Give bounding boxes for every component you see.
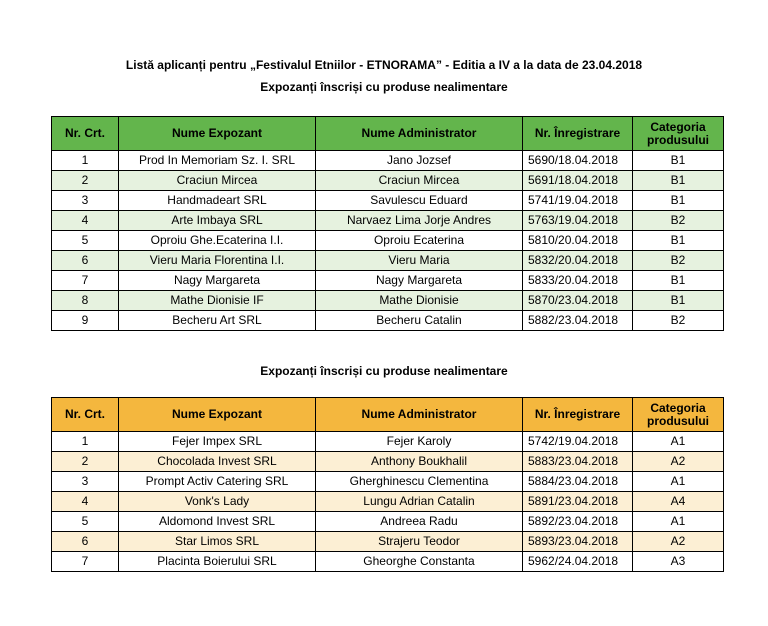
cell-nr-crt: 2 — [52, 452, 119, 472]
cell-nr-inregistrare: 5883/23.04.2018 — [523, 452, 633, 472]
cell-nr-crt: 9 — [52, 311, 119, 331]
cell-nr-inregistrare: 5691/18.04.2018 — [523, 171, 633, 191]
cell-nume-administrator: Strajeru Teodor — [316, 532, 523, 552]
table-row — [52, 251, 724, 271]
table-row — [52, 231, 724, 251]
table-header-row — [52, 398, 724, 432]
cell-nume-expozant: Chocolada Invest SRL — [119, 452, 316, 472]
cell-nr-inregistrare: 5741/19.04.2018 — [523, 191, 633, 211]
exhibitors-table-1 — [51, 116, 724, 331]
cell-nr-crt: 3 — [52, 191, 119, 211]
cell-nume-expozant: Mathe Dionisie IF — [119, 291, 316, 311]
cell-nr-crt: 8 — [52, 291, 119, 311]
cell-nr-crt: 7 — [52, 271, 119, 291]
cell-nume-administrator: Narvaez Lima Jorje Andres — [316, 211, 523, 231]
cell-nr-inregistrare: 5690/18.04.2018 — [523, 151, 633, 171]
cell-categoria: A2 — [633, 452, 724, 472]
table-row — [52, 211, 724, 231]
header-nr-crt: Nr. Crt. — [52, 117, 119, 151]
cell-nume-administrator: Nagy Margareta — [316, 271, 523, 291]
cell-nr-crt: 4 — [52, 492, 119, 512]
header-nume-administrator: Nume Administrator — [316, 117, 523, 151]
cell-categoria: B1 — [633, 191, 724, 211]
cell-categoria: B2 — [633, 251, 724, 271]
cell-nr-inregistrare: 5833/20.04.2018 — [523, 271, 633, 291]
cell-nume-expozant: Placinta Boierului SRL — [119, 552, 316, 572]
cell-nr-crt: 6 — [52, 251, 119, 271]
header-nume-administrator: Nume Administrator — [316, 398, 523, 432]
cell-nume-administrator: Andreea Radu — [316, 512, 523, 532]
cell-nr-inregistrare: 5882/23.04.2018 — [523, 311, 633, 331]
cell-categoria: B2 — [633, 211, 724, 231]
cell-nume-administrator: Jano Jozsef — [316, 151, 523, 171]
cell-nume-expozant: Arte Imbaya SRL — [119, 211, 316, 231]
cell-categoria: B1 — [633, 231, 724, 251]
table-row — [52, 552, 724, 572]
cell-nume-expozant: Prompt Activ Catering SRL — [119, 472, 316, 492]
cell-categoria: B1 — [633, 291, 724, 311]
section-title-1: Expozanți înscriși cu produse nealimentare — [260, 80, 508, 94]
table-body — [52, 432, 724, 572]
cell-nume-expozant: Handmadeart SRL — [119, 191, 316, 211]
cell-nume-administrator: Mathe Dionisie — [316, 291, 523, 311]
header-nr-inregistrare: Nr. Înregistrare — [523, 398, 633, 432]
cell-nume-administrator: Fejer Karoly — [316, 432, 523, 452]
table-row — [52, 512, 724, 532]
cell-categoria: B1 — [633, 151, 724, 171]
cell-nume-administrator: Lungu Adrian Catalin — [316, 492, 523, 512]
document-title: Listă aplicanți pentru „Festivalul Etniilor - ETNORAMA” - Editia a IV a la data de 23.04.2018 — [125, 58, 643, 72]
cell-categoria: A3 — [633, 552, 724, 572]
header-categoria-produsului: Categoria produsului — [633, 117, 724, 151]
cell-nume-expozant: Fejer Impex SRL — [119, 432, 316, 452]
cell-nr-inregistrare: 5891/23.04.2018 — [523, 492, 633, 512]
cell-nr-inregistrare: 5763/19.04.2018 — [523, 211, 633, 231]
cell-categoria: A1 — [633, 432, 724, 452]
cell-nr-inregistrare: 5962/24.04.2018 — [523, 552, 633, 572]
cell-nr-crt: 3 — [52, 472, 119, 492]
table-row — [52, 151, 724, 171]
cell-nr-crt: 7 — [52, 552, 119, 572]
cell-categoria: A1 — [633, 472, 724, 492]
cell-nr-crt: 5 — [52, 512, 119, 532]
cell-nume-administrator: Craciun Mircea — [316, 171, 523, 191]
cell-nr-crt: 1 — [52, 151, 119, 171]
cell-nr-crt: 5 — [52, 231, 119, 251]
table-row — [52, 452, 724, 472]
cell-nr-crt: 6 — [52, 532, 119, 552]
table-row — [52, 432, 724, 452]
cell-nume-expozant: Prod In Memoriam Sz. I. SRL — [119, 151, 316, 171]
cell-nume-expozant: Vieru Maria Florentina I.I. — [119, 251, 316, 271]
cell-nr-crt: 1 — [52, 432, 119, 452]
cell-categoria: A2 — [633, 532, 724, 552]
cell-categoria: A1 — [633, 512, 724, 532]
cell-nume-expozant: Nagy Margareta — [119, 271, 316, 291]
exhibitors-table-2 — [51, 397, 724, 572]
cell-categoria: B2 — [633, 311, 724, 331]
cell-nume-administrator: Vieru Maria — [316, 251, 523, 271]
header-nr-inregistrare: Nr. Înregistrare — [523, 117, 633, 151]
cell-categoria: A4 — [633, 492, 724, 512]
table-row — [52, 532, 724, 552]
header-categoria-produsului: Categoria produsului — [633, 398, 724, 432]
cell-nr-inregistrare: 5810/20.04.2018 — [523, 231, 633, 251]
cell-nume-administrator: Gherghinescu Clementina — [316, 472, 523, 492]
cell-nr-crt: 2 — [52, 171, 119, 191]
section-title-2: Expozanți înscriși cu produse nealimentare — [260, 364, 508, 378]
cell-nume-administrator: Becheru Catalin — [316, 311, 523, 331]
cell-nr-inregistrare: 5742/19.04.2018 — [523, 432, 633, 452]
table-body — [52, 151, 724, 331]
table-row — [52, 191, 724, 211]
cell-nr-inregistrare: 5884/23.04.2018 — [523, 472, 633, 492]
cell-nr-inregistrare: 5832/20.04.2018 — [523, 251, 633, 271]
cell-nr-inregistrare: 5870/23.04.2018 — [523, 291, 633, 311]
cell-nume-expozant: Becheru Art SRL — [119, 311, 316, 331]
table-row — [52, 291, 724, 311]
header-nume-expozant: Nume Expozant — [119, 398, 316, 432]
cell-categoria: B1 — [633, 271, 724, 291]
cell-nume-administrator: Gheorghe Constanta — [316, 552, 523, 572]
cell-nr-inregistrare: 5892/23.04.2018 — [523, 512, 633, 532]
cell-categoria: B1 — [633, 171, 724, 191]
cell-nume-administrator: Savulescu Eduard — [316, 191, 523, 211]
table-row — [52, 472, 724, 492]
cell-nr-inregistrare: 5893/23.04.2018 — [523, 532, 633, 552]
header-nr-crt: Nr. Crt. — [52, 398, 119, 432]
cell-nume-expozant: Craciun Mircea — [119, 171, 316, 191]
table-row — [52, 492, 724, 512]
cell-nr-crt: 4 — [52, 211, 119, 231]
table-header-row — [52, 117, 724, 151]
cell-nume-expozant: Oproiu Ghe.Ecaterina I.I. — [119, 231, 316, 251]
cell-nume-administrator: Anthony Boukhalil — [316, 452, 523, 472]
table-row — [52, 311, 724, 331]
cell-nume-expozant: Vonk's Lady — [119, 492, 316, 512]
cell-nume-expozant: Star Limos SRL — [119, 532, 316, 552]
table-row — [52, 271, 724, 291]
header-nume-expozant: Nume Expozant — [119, 117, 316, 151]
cell-nume-administrator: Oproiu Ecaterina — [316, 231, 523, 251]
cell-nume-expozant: Aldomond Invest SRL — [119, 512, 316, 532]
table-row — [52, 171, 724, 191]
